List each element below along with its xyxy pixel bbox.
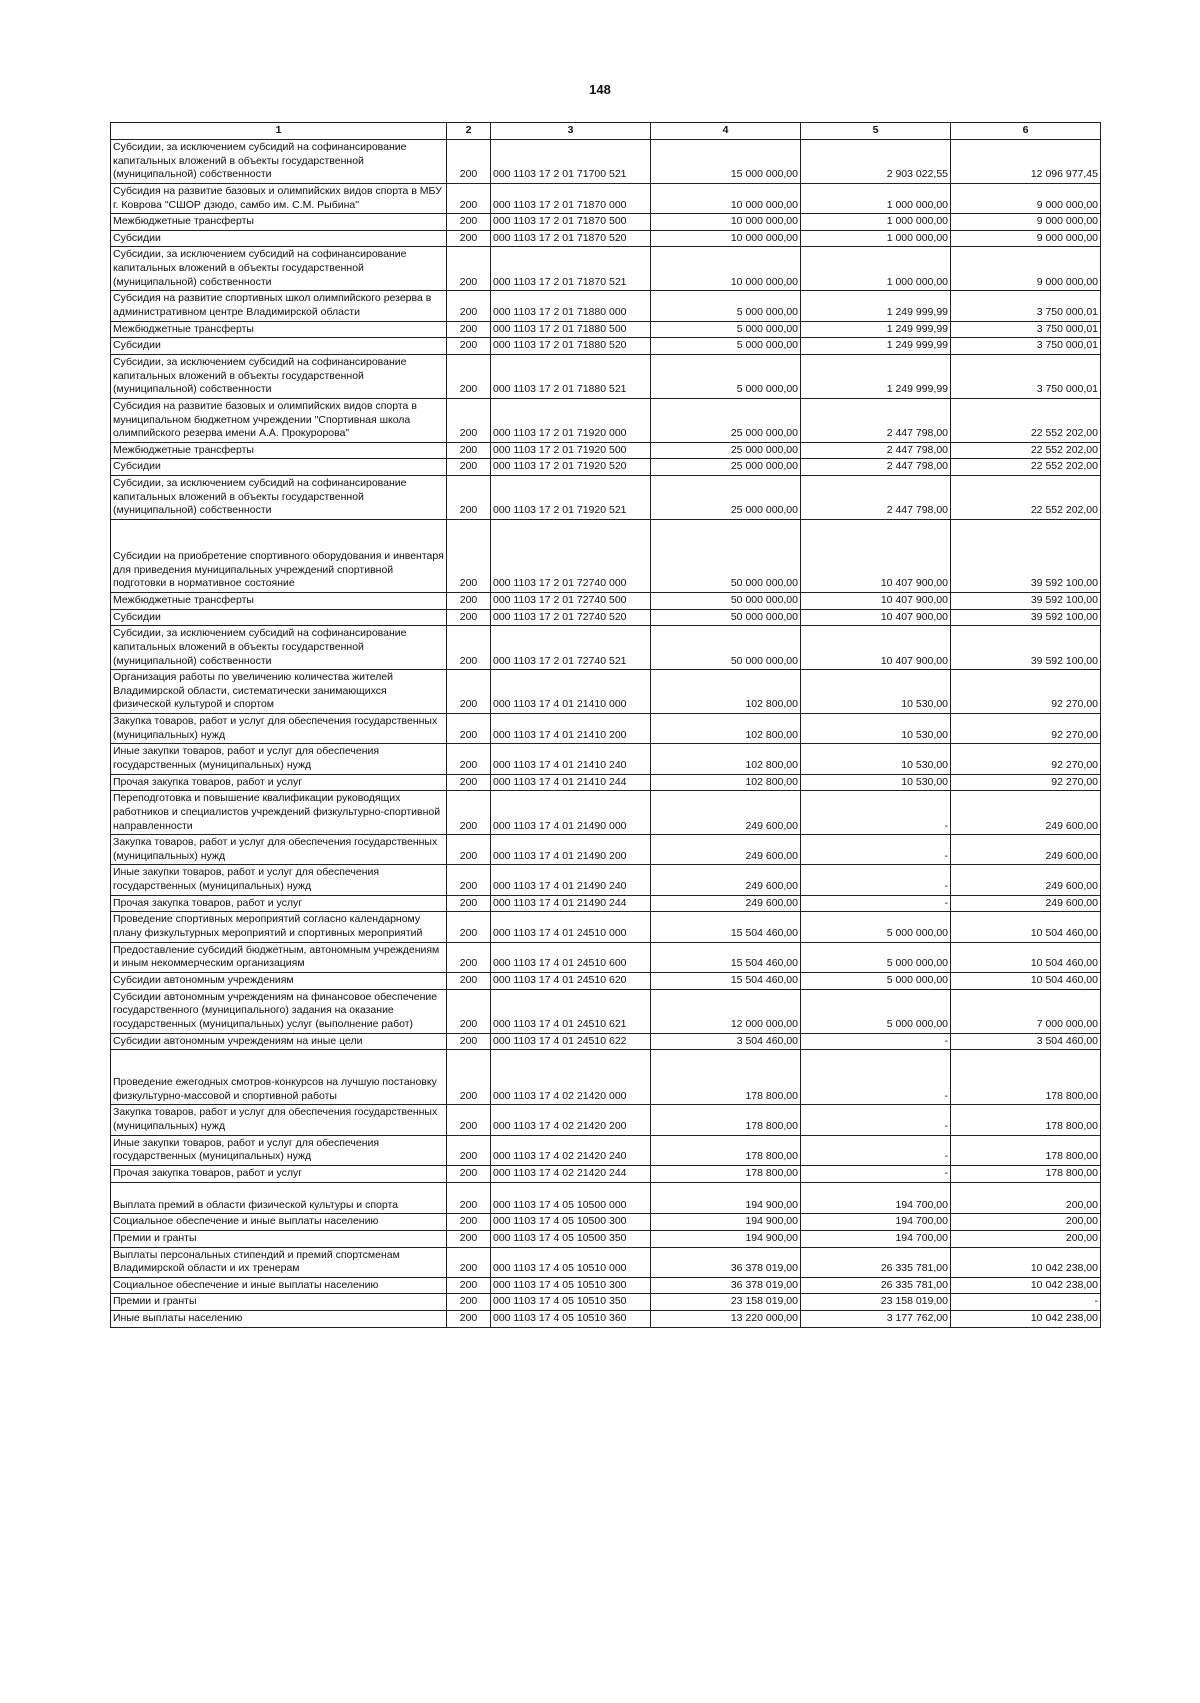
row-name: Закупка товаров, работ и услуг для обеспечения государственных (муниципальных) нужд bbox=[111, 1105, 447, 1135]
row-plan-amount: 5 000 000,00 bbox=[651, 354, 801, 398]
table-row bbox=[111, 1166, 1101, 1183]
row-plan-amount: 23 158 019,00 bbox=[651, 1294, 801, 1311]
row-remaining-amount: 200,00 bbox=[951, 1230, 1101, 1247]
row-plan-amount: 178 800,00 bbox=[651, 1135, 801, 1165]
row-executed-amount: 2 447 798,00 bbox=[801, 476, 951, 520]
row-executed-amount: 2 903 022,55 bbox=[801, 140, 951, 184]
row-remaining-amount: 39 592 100,00 bbox=[951, 626, 1101, 670]
row-name: Межбюджетные трансферты bbox=[111, 214, 447, 231]
table-row bbox=[111, 744, 1101, 774]
row-plan-amount: 50 000 000,00 bbox=[651, 609, 801, 626]
table-row bbox=[111, 1311, 1101, 1328]
row-plan-amount: 5 000 000,00 bbox=[651, 321, 801, 338]
row-executed-amount: 1 000 000,00 bbox=[801, 183, 951, 213]
row-remaining-amount: 9 000 000,00 bbox=[951, 230, 1101, 247]
row-executed-amount: 10 530,00 bbox=[801, 714, 951, 744]
row-admin-code: 200 bbox=[447, 1230, 491, 1247]
row-budget-code: 000 1103 17 4 01 21410 200 bbox=[491, 714, 651, 744]
table-row bbox=[111, 1105, 1101, 1135]
row-name: Субсидия на развитие базовых и олимпийских видов спорта в МБУ г. Коврова "СШОР дзюдо, самбо им. С.М. Рыбина" bbox=[111, 183, 447, 213]
table-row bbox=[111, 1135, 1101, 1165]
row-name: Субсидии автономным учреждениям на финансовое обеспечение государственного (муниципального) задания на оказание государственных (муниципальных) услуг (выполнение работ) bbox=[111, 989, 447, 1033]
row-admin-code: 200 bbox=[447, 609, 491, 626]
row-plan-amount: 25 000 000,00 bbox=[651, 442, 801, 459]
row-admin-code: 200 bbox=[447, 942, 491, 972]
row-plan-amount: 249 600,00 bbox=[651, 791, 801, 835]
row-remaining-amount: - bbox=[951, 1294, 1101, 1311]
row-remaining-amount: 178 800,00 bbox=[951, 1135, 1101, 1165]
row-admin-code: 200 bbox=[447, 912, 491, 942]
row-remaining-amount: 92 270,00 bbox=[951, 774, 1101, 791]
row-admin-code: 200 bbox=[447, 1214, 491, 1231]
row-admin-code: 200 bbox=[447, 714, 491, 744]
row-name: Межбюджетные трансферты bbox=[111, 321, 447, 338]
row-remaining-amount: 3 750 000,01 bbox=[951, 354, 1101, 398]
row-admin-code: 200 bbox=[447, 183, 491, 213]
row-remaining-amount: 92 270,00 bbox=[951, 670, 1101, 714]
budget-table bbox=[110, 122, 1101, 1328]
row-executed-amount: 1 000 000,00 bbox=[801, 247, 951, 291]
header-row bbox=[111, 123, 1101, 140]
row-plan-amount: 50 000 000,00 bbox=[651, 626, 801, 670]
row-name: Субсидии, за исключением субсидий на софинансирование капитальных вложений в объекты государственной (муниципальной) собственности bbox=[111, 140, 447, 184]
row-budget-code: 000 1103 17 4 01 24510 600 bbox=[491, 942, 651, 972]
row-admin-code: 200 bbox=[447, 744, 491, 774]
row-executed-amount: 10 407 900,00 bbox=[801, 626, 951, 670]
row-plan-amount: 36 378 019,00 bbox=[651, 1277, 801, 1294]
row-plan-amount: 15 504 460,00 bbox=[651, 972, 801, 989]
row-name: Выплаты персональных стипендий и премий спортсменам Владимирской области и их тренерам bbox=[111, 1247, 447, 1277]
row-budget-code: 000 1103 17 2 01 71880 521 bbox=[491, 354, 651, 398]
row-plan-amount: 25 000 000,00 bbox=[651, 398, 801, 442]
row-remaining-amount: 22 552 202,00 bbox=[951, 476, 1101, 520]
table-row bbox=[111, 321, 1101, 338]
row-budget-code: 000 1103 17 2 01 72740 520 bbox=[491, 609, 651, 626]
row-admin-code: 200 bbox=[447, 670, 491, 714]
row-plan-amount: 12 000 000,00 bbox=[651, 989, 801, 1033]
row-name: Субсидии, за исключением субсидий на софинансирование капитальных вложений в объекты государственной (муниципальной) собственности bbox=[111, 626, 447, 670]
row-budget-code: 000 1103 17 2 01 71880 500 bbox=[491, 321, 651, 338]
row-executed-amount: 2 447 798,00 bbox=[801, 398, 951, 442]
table-row bbox=[111, 1247, 1101, 1277]
table-row bbox=[111, 942, 1101, 972]
row-budget-code: 000 1103 17 4 01 24510 620 bbox=[491, 972, 651, 989]
row-remaining-amount: 249 600,00 bbox=[951, 865, 1101, 895]
row-name: Межбюджетные трансферты bbox=[111, 592, 447, 609]
row-admin-code: 200 bbox=[447, 592, 491, 609]
row-admin-code: 200 bbox=[447, 1135, 491, 1165]
table-row bbox=[111, 865, 1101, 895]
row-remaining-amount: 22 552 202,00 bbox=[951, 398, 1101, 442]
row-budget-code: 000 1103 17 4 05 10510 000 bbox=[491, 1247, 651, 1277]
row-executed-amount: - bbox=[801, 1105, 951, 1135]
row-name: Субсидии автономным учреждениям bbox=[111, 972, 447, 989]
row-admin-code: 200 bbox=[447, 1166, 491, 1183]
row-admin-code: 200 bbox=[447, 1311, 491, 1328]
row-plan-amount: 178 800,00 bbox=[651, 1166, 801, 1183]
table-row bbox=[111, 835, 1101, 865]
table-row bbox=[111, 398, 1101, 442]
row-executed-amount: 1 000 000,00 bbox=[801, 230, 951, 247]
row-plan-amount: 15 504 460,00 bbox=[651, 942, 801, 972]
row-admin-code: 200 bbox=[447, 1294, 491, 1311]
row-admin-code: 200 bbox=[447, 442, 491, 459]
row-plan-amount: 50 000 000,00 bbox=[651, 592, 801, 609]
row-admin-code: 200 bbox=[447, 140, 491, 184]
row-executed-amount: 5 000 000,00 bbox=[801, 942, 951, 972]
table-row bbox=[111, 670, 1101, 714]
row-budget-code: 000 1103 17 4 01 24510 622 bbox=[491, 1033, 651, 1050]
row-remaining-amount: 3 750 000,01 bbox=[951, 338, 1101, 355]
row-remaining-amount: 3 750 000,01 bbox=[951, 321, 1101, 338]
column-header-4: 4 bbox=[651, 123, 801, 140]
table-row bbox=[111, 459, 1101, 476]
row-name: Прочая закупка товаров, работ и услуг bbox=[111, 895, 447, 912]
row-budget-code: 000 1103 17 4 02 21420 200 bbox=[491, 1105, 651, 1135]
row-budget-code: 000 1103 17 4 05 10510 350 bbox=[491, 1294, 651, 1311]
row-remaining-amount: 39 592 100,00 bbox=[951, 609, 1101, 626]
table-row bbox=[111, 338, 1101, 355]
row-executed-amount: 10 407 900,00 bbox=[801, 520, 951, 593]
row-admin-code: 200 bbox=[447, 291, 491, 321]
table-row bbox=[111, 609, 1101, 626]
table-row bbox=[111, 714, 1101, 744]
row-budget-code: 000 1103 17 4 05 10510 300 bbox=[491, 1277, 651, 1294]
row-budget-code: 000 1103 17 4 01 24510 621 bbox=[491, 989, 651, 1033]
row-budget-code: 000 1103 17 4 02 21420 244 bbox=[491, 1166, 651, 1183]
row-budget-code: 000 1103 17 2 01 71870 521 bbox=[491, 247, 651, 291]
table-body bbox=[111, 140, 1101, 1328]
row-executed-amount: 1 249 999,99 bbox=[801, 338, 951, 355]
row-budget-code: 000 1103 17 2 01 71920 521 bbox=[491, 476, 651, 520]
row-name: Субсидия на развитие базовых и олимпийских видов спорта в муниципальном бюджетном учреждении "Спортивная школа олимпийского резерва имени А.А. Прокуророва" bbox=[111, 398, 447, 442]
table-row bbox=[111, 592, 1101, 609]
row-name: Проведение ежегодных смотров-конкурсов на лучшую постановку физкультурно-массовой и спортивной работы bbox=[111, 1050, 447, 1105]
row-plan-amount: 36 378 019,00 bbox=[651, 1247, 801, 1277]
row-plan-amount: 249 600,00 bbox=[651, 865, 801, 895]
row-plan-amount: 3 504 460,00 bbox=[651, 1033, 801, 1050]
row-plan-amount: 194 900,00 bbox=[651, 1230, 801, 1247]
row-plan-amount: 5 000 000,00 bbox=[651, 338, 801, 355]
row-name: Организация работы по увеличению количества жителей Владимирской области, систематически занимающихся физической культурой и спортом bbox=[111, 670, 447, 714]
row-name: Иные закупки товаров, работ и услуг для обеспечения государственных (муниципальных) нужд bbox=[111, 744, 447, 774]
row-remaining-amount: 3 750 000,01 bbox=[951, 291, 1101, 321]
row-budget-code: 000 1103 17 4 01 21490 240 bbox=[491, 865, 651, 895]
row-remaining-amount: 22 552 202,00 bbox=[951, 459, 1101, 476]
row-admin-code: 200 bbox=[447, 1033, 491, 1050]
row-budget-code: 000 1103 17 2 01 72740 521 bbox=[491, 626, 651, 670]
table-row bbox=[111, 183, 1101, 213]
row-name: Субсидии bbox=[111, 459, 447, 476]
row-plan-amount: 178 800,00 bbox=[651, 1105, 801, 1135]
row-executed-amount: 10 407 900,00 bbox=[801, 592, 951, 609]
row-name: Предоставление субсидий бюджетным, автономным учреждениям и иным некоммерческим организациям bbox=[111, 942, 447, 972]
row-remaining-amount: 9 000 000,00 bbox=[951, 214, 1101, 231]
row-plan-amount: 194 900,00 bbox=[651, 1214, 801, 1231]
row-remaining-amount: 10 504 460,00 bbox=[951, 912, 1101, 942]
row-admin-code: 200 bbox=[447, 476, 491, 520]
row-budget-code: 000 1103 17 4 05 10510 360 bbox=[491, 1311, 651, 1328]
row-plan-amount: 178 800,00 bbox=[651, 1050, 801, 1105]
table-row bbox=[111, 1277, 1101, 1294]
row-budget-code: 000 1103 17 2 01 71870 520 bbox=[491, 230, 651, 247]
table-row bbox=[111, 774, 1101, 791]
row-plan-amount: 13 220 000,00 bbox=[651, 1311, 801, 1328]
row-plan-amount: 194 900,00 bbox=[651, 1182, 801, 1214]
table-row bbox=[111, 520, 1101, 593]
row-name: Проведение спортивных мероприятий согласно календарному плану физкультурных мероприятий и спортивных мероприятий bbox=[111, 912, 447, 942]
row-budget-code: 000 1103 17 4 02 21420 000 bbox=[491, 1050, 651, 1105]
row-name: Закупка товаров, работ и услуг для обеспечения государственных (муниципальных) нужд bbox=[111, 835, 447, 865]
row-executed-amount: 10 530,00 bbox=[801, 744, 951, 774]
row-remaining-amount: 92 270,00 bbox=[951, 714, 1101, 744]
row-name: Субсидия на развитие спортивных школ олимпийского резерва в административном центре Владимирской области bbox=[111, 291, 447, 321]
row-admin-code: 200 bbox=[447, 626, 491, 670]
row-executed-amount: 194 700,00 bbox=[801, 1214, 951, 1231]
row-remaining-amount: 10 042 238,00 bbox=[951, 1311, 1101, 1328]
row-admin-code: 200 bbox=[447, 459, 491, 476]
row-budget-code: 000 1103 17 4 01 21490 244 bbox=[491, 895, 651, 912]
row-remaining-amount: 92 270,00 bbox=[951, 744, 1101, 774]
row-budget-code: 000 1103 17 4 01 24510 000 bbox=[491, 912, 651, 942]
row-remaining-amount: 22 552 202,00 bbox=[951, 442, 1101, 459]
row-admin-code: 200 bbox=[447, 247, 491, 291]
row-budget-code: 000 1103 17 2 01 71880 000 bbox=[491, 291, 651, 321]
row-executed-amount: 1 249 999,99 bbox=[801, 291, 951, 321]
table-row bbox=[111, 1182, 1101, 1214]
row-admin-code: 200 bbox=[447, 1247, 491, 1277]
row-plan-amount: 5 000 000,00 bbox=[651, 291, 801, 321]
table-row bbox=[111, 476, 1101, 520]
row-remaining-amount: 39 592 100,00 bbox=[951, 592, 1101, 609]
column-header-5: 5 bbox=[801, 123, 951, 140]
row-budget-code: 000 1103 17 2 01 71870 500 bbox=[491, 214, 651, 231]
row-plan-amount: 15 000 000,00 bbox=[651, 140, 801, 184]
row-remaining-amount: 178 800,00 bbox=[951, 1166, 1101, 1183]
row-name: Субсидии bbox=[111, 338, 447, 355]
table-row bbox=[111, 1230, 1101, 1247]
row-admin-code: 200 bbox=[447, 791, 491, 835]
row-name: Прочая закупка товаров, работ и услуг bbox=[111, 774, 447, 791]
column-header-1: 1 bbox=[111, 123, 447, 140]
row-name: Социальное обеспечение и иные выплаты населению bbox=[111, 1214, 447, 1231]
row-name: Переподготовка и повышение квалификации руководящих работников и специалистов учреждений физкультурно-спортивной направленности bbox=[111, 791, 447, 835]
row-budget-code: 000 1103 17 2 01 71920 520 bbox=[491, 459, 651, 476]
row-budget-code: 000 1103 17 2 01 72740 000 bbox=[491, 520, 651, 593]
column-header-3: 3 bbox=[491, 123, 651, 140]
row-name: Иные закупки товаров, работ и услуг для обеспечения государственных (муниципальных) нужд bbox=[111, 865, 447, 895]
row-name: Иные закупки товаров, работ и услуг для обеспечения государственных (муниципальных) нужд bbox=[111, 1135, 447, 1165]
row-name: Социальное обеспечение и иные выплаты населению bbox=[111, 1277, 447, 1294]
row-remaining-amount: 200,00 bbox=[951, 1182, 1101, 1214]
row-admin-code: 200 bbox=[447, 1277, 491, 1294]
row-remaining-amount: 39 592 100,00 bbox=[951, 520, 1101, 593]
row-remaining-amount: 10 504 460,00 bbox=[951, 942, 1101, 972]
table-row bbox=[111, 912, 1101, 942]
row-budget-code: 000 1103 17 2 01 71880 520 bbox=[491, 338, 651, 355]
row-remaining-amount: 10 042 238,00 bbox=[951, 1247, 1101, 1277]
row-plan-amount: 25 000 000,00 bbox=[651, 476, 801, 520]
row-executed-amount: 194 700,00 bbox=[801, 1182, 951, 1214]
table-row bbox=[111, 214, 1101, 231]
row-plan-amount: 102 800,00 bbox=[651, 714, 801, 744]
row-executed-amount: 1 249 999,99 bbox=[801, 354, 951, 398]
row-executed-amount: 10 530,00 bbox=[801, 774, 951, 791]
table-row bbox=[111, 354, 1101, 398]
row-executed-amount: 2 447 798,00 bbox=[801, 459, 951, 476]
row-admin-code: 200 bbox=[447, 895, 491, 912]
table-row bbox=[111, 1050, 1101, 1105]
row-executed-amount: 194 700,00 bbox=[801, 1230, 951, 1247]
table-row bbox=[111, 230, 1101, 247]
row-remaining-amount: 178 800,00 bbox=[951, 1105, 1101, 1135]
row-budget-code: 000 1103 17 4 05 10500 000 bbox=[491, 1182, 651, 1214]
row-remaining-amount: 178 800,00 bbox=[951, 1050, 1101, 1105]
row-plan-amount: 10 000 000,00 bbox=[651, 230, 801, 247]
row-executed-amount: - bbox=[801, 895, 951, 912]
row-executed-amount: 26 335 781,00 bbox=[801, 1277, 951, 1294]
row-budget-code: 000 1103 17 4 02 21420 240 bbox=[491, 1135, 651, 1165]
row-name: Субсидии, за исключением субсидий на софинансирование капитальных вложений в объекты государственной (муниципальной) собственности bbox=[111, 476, 447, 520]
table-row bbox=[111, 291, 1101, 321]
row-remaining-amount: 200,00 bbox=[951, 1214, 1101, 1231]
row-admin-code: 200 bbox=[447, 774, 491, 791]
row-executed-amount: 5 000 000,00 bbox=[801, 912, 951, 942]
row-remaining-amount: 249 600,00 bbox=[951, 835, 1101, 865]
row-plan-amount: 10 000 000,00 bbox=[651, 183, 801, 213]
row-executed-amount: 26 335 781,00 bbox=[801, 1247, 951, 1277]
row-plan-amount: 50 000 000,00 bbox=[651, 520, 801, 593]
row-admin-code: 200 bbox=[447, 354, 491, 398]
row-budget-code: 000 1103 17 2 01 71920 500 bbox=[491, 442, 651, 459]
row-plan-amount: 10 000 000,00 bbox=[651, 214, 801, 231]
row-executed-amount: - bbox=[801, 835, 951, 865]
row-executed-amount: 10 530,00 bbox=[801, 670, 951, 714]
row-name: Субсидии bbox=[111, 609, 447, 626]
column-header-6: 6 bbox=[951, 123, 1101, 140]
table-row bbox=[111, 1214, 1101, 1231]
row-name: Прочая закупка товаров, работ и услуг bbox=[111, 1166, 447, 1183]
row-admin-code: 200 bbox=[447, 230, 491, 247]
table-row bbox=[111, 972, 1101, 989]
table-row bbox=[111, 1033, 1101, 1050]
row-executed-amount: - bbox=[801, 1050, 951, 1105]
row-admin-code: 200 bbox=[447, 972, 491, 989]
row-name: Межбюджетные трансферты bbox=[111, 442, 447, 459]
table-row bbox=[111, 1294, 1101, 1311]
row-admin-code: 200 bbox=[447, 398, 491, 442]
row-executed-amount: 3 177 762,00 bbox=[801, 1311, 951, 1328]
row-budget-code: 000 1103 17 4 01 21490 000 bbox=[491, 791, 651, 835]
row-name: Субсидии на приобретение спортивного оборудования и инвентаря для приведения муниципальных учреждений спортивной подготовки в нормативное состояние bbox=[111, 520, 447, 593]
row-admin-code: 200 bbox=[447, 865, 491, 895]
row-remaining-amount: 249 600,00 bbox=[951, 895, 1101, 912]
row-name: Субсидии, за исключением субсидий на софинансирование капитальных вложений в объекты государственной (муниципальной) собственности bbox=[111, 247, 447, 291]
row-remaining-amount: 7 000 000,00 bbox=[951, 989, 1101, 1033]
table-row bbox=[111, 442, 1101, 459]
row-budget-code: 000 1103 17 4 05 10500 350 bbox=[491, 1230, 651, 1247]
row-admin-code: 200 bbox=[447, 338, 491, 355]
row-plan-amount: 15 504 460,00 bbox=[651, 912, 801, 942]
row-executed-amount: 2 447 798,00 bbox=[801, 442, 951, 459]
row-budget-code: 000 1103 17 4 01 21410 244 bbox=[491, 774, 651, 791]
row-plan-amount: 102 800,00 bbox=[651, 774, 801, 791]
row-name: Иные выплаты населению bbox=[111, 1311, 447, 1328]
row-executed-amount: - bbox=[801, 865, 951, 895]
row-admin-code: 200 bbox=[447, 989, 491, 1033]
row-admin-code: 200 bbox=[447, 321, 491, 338]
row-budget-code: 000 1103 17 4 01 21490 200 bbox=[491, 835, 651, 865]
row-name: Закупка товаров, работ и услуг для обеспечения государственных (муниципальных) нужд bbox=[111, 714, 447, 744]
row-name: Субсидии автономным учреждениям на иные цели bbox=[111, 1033, 447, 1050]
row-admin-code: 200 bbox=[447, 1182, 491, 1214]
table-row bbox=[111, 895, 1101, 912]
row-executed-amount: 1 000 000,00 bbox=[801, 214, 951, 231]
row-executed-amount: 5 000 000,00 bbox=[801, 989, 951, 1033]
row-remaining-amount: 12 096 977,45 bbox=[951, 140, 1101, 184]
table-row bbox=[111, 791, 1101, 835]
row-plan-amount: 102 800,00 bbox=[651, 670, 801, 714]
row-name: Выплата премий в области физической культуры и спорта bbox=[111, 1182, 447, 1214]
table-row bbox=[111, 247, 1101, 291]
row-executed-amount: - bbox=[801, 1033, 951, 1050]
row-plan-amount: 10 000 000,00 bbox=[651, 247, 801, 291]
row-name: Субсидии, за исключением субсидий на софинансирование капитальных вложений в объекты государственной (муниципальной) собственности bbox=[111, 354, 447, 398]
row-admin-code: 200 bbox=[447, 1050, 491, 1105]
row-executed-amount: - bbox=[801, 791, 951, 835]
row-name: Субсидии bbox=[111, 230, 447, 247]
row-plan-amount: 102 800,00 bbox=[651, 744, 801, 774]
row-budget-code: 000 1103 17 2 01 72740 500 bbox=[491, 592, 651, 609]
row-admin-code: 200 bbox=[447, 520, 491, 593]
row-executed-amount: 5 000 000,00 bbox=[801, 972, 951, 989]
row-remaining-amount: 9 000 000,00 bbox=[951, 183, 1101, 213]
row-remaining-amount: 3 504 460,00 bbox=[951, 1033, 1101, 1050]
table-row bbox=[111, 140, 1101, 184]
row-remaining-amount: 249 600,00 bbox=[951, 791, 1101, 835]
row-budget-code: 000 1103 17 4 01 21410 240 bbox=[491, 744, 651, 774]
row-admin-code: 200 bbox=[447, 835, 491, 865]
row-remaining-amount: 10 042 238,00 bbox=[951, 1277, 1101, 1294]
row-budget-code: 000 1103 17 4 01 21410 000 bbox=[491, 670, 651, 714]
row-budget-code: 000 1103 17 2 01 71920 000 bbox=[491, 398, 651, 442]
row-plan-amount: 249 600,00 bbox=[651, 895, 801, 912]
row-plan-amount: 25 000 000,00 bbox=[651, 459, 801, 476]
row-admin-code: 200 bbox=[447, 1105, 491, 1135]
row-remaining-amount: 9 000 000,00 bbox=[951, 247, 1101, 291]
column-header-2: 2 bbox=[447, 123, 491, 140]
row-executed-amount: 1 249 999,99 bbox=[801, 321, 951, 338]
row-budget-code: 000 1103 17 4 05 10500 300 bbox=[491, 1214, 651, 1231]
row-name: Премии и гранты bbox=[111, 1294, 447, 1311]
page-number: 148 bbox=[589, 82, 611, 97]
row-executed-amount: 10 407 900,00 bbox=[801, 609, 951, 626]
row-executed-amount: - bbox=[801, 1166, 951, 1183]
row-budget-code: 000 1103 17 2 01 71870 000 bbox=[491, 183, 651, 213]
row-plan-amount: 249 600,00 bbox=[651, 835, 801, 865]
row-executed-amount: 23 158 019,00 bbox=[801, 1294, 951, 1311]
table-row bbox=[111, 989, 1101, 1033]
row-remaining-amount: 10 504 460,00 bbox=[951, 972, 1101, 989]
row-budget-code: 000 1103 17 2 01 71700 521 bbox=[491, 140, 651, 184]
row-name: Премии и гранты bbox=[111, 1230, 447, 1247]
table-row bbox=[111, 626, 1101, 670]
row-admin-code: 200 bbox=[447, 214, 491, 231]
row-executed-amount: - bbox=[801, 1135, 951, 1165]
